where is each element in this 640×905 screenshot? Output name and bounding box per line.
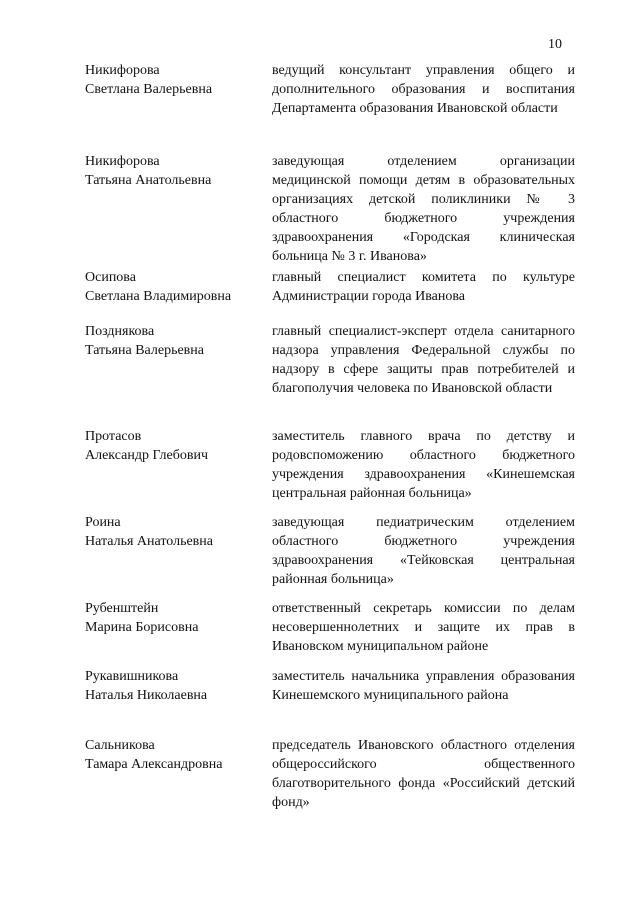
person-surname: Рукавишникова	[85, 669, 179, 684]
person-given-names: Александр Глебович	[85, 448, 208, 463]
person-name	[85, 736, 260, 774]
person-surname: Осипова	[85, 270, 136, 285]
person-position: заведующая отделением организации медицинской помощи детям в образовательных организациях детской поликлиники № 3 областного бюджетного учреждения здравоохранения «Городская клиническая больница № 3 г. Иванова»	[272, 154, 575, 264]
person-name	[85, 322, 260, 360]
person-position: заместитель главного врача по детству и родовспоможению областного бюджетного учреждения здравоохранения «Кинешемская центральная районная больница»	[272, 429, 575, 501]
person-surname: Никифорова	[85, 63, 160, 78]
person-position: заведующая педиатрическим отделением областного бюджетного учреждения здравоохранения «Тейковская центральная районная больница»	[272, 515, 575, 587]
person-name	[85, 599, 260, 637]
person-position: ответственный секретарь комиссии по делам несовершеннолетних и защите их прав в Ивановском муниципальном районе	[272, 601, 575, 654]
person-position: главный специалист комитета по культуре Администрации города Иванова	[272, 270, 575, 304]
page-number: 10	[548, 37, 562, 52]
person-position: председатель Ивановского областного отделения общероссийского общественного благотворительного фонда «Российский детский фонд»	[272, 738, 575, 810]
person-name	[85, 61, 260, 99]
person-position: ведущий консультант управления общего и дополнительного образования и воспитания Департамента образования Ивановской области	[272, 63, 575, 116]
person-surname: Рубенштейн	[85, 601, 159, 616]
person-position: заместитель начальника управления образования Кинешемского муниципального района	[272, 669, 575, 703]
person-surname: Роина	[85, 515, 121, 530]
person-surname: Протасов	[85, 429, 142, 444]
person-given-names: Светлана Валерьевна	[85, 82, 213, 97]
person-given-names: Наталья Николаевна	[85, 688, 208, 703]
person-given-names: Светлана Владимировна	[85, 289, 232, 304]
person-surname: Сальникова	[85, 738, 155, 753]
person-given-names: Наталья Анатольевна	[85, 534, 214, 549]
person-given-names: Тамара Александровна	[85, 757, 223, 772]
person-name	[85, 152, 260, 190]
person-given-names: Марина Борисовна	[85, 620, 199, 635]
person-name	[85, 513, 260, 551]
person-name	[85, 427, 260, 465]
person-position: главный специалист-эксперт отдела санитарного надзора управления Федеральной службы по надзору в сфере защиты прав потребителей и благополучия человека по Ивановской области	[272, 324, 575, 396]
person-name	[85, 667, 260, 705]
person-given-names: Татьяна Валерьевна	[85, 343, 204, 358]
person-surname: Позднякова	[85, 324, 155, 339]
person-name	[85, 268, 260, 306]
person-surname: Никифорова	[85, 154, 160, 169]
person-given-names: Татьяна Анатольевна	[85, 173, 212, 188]
